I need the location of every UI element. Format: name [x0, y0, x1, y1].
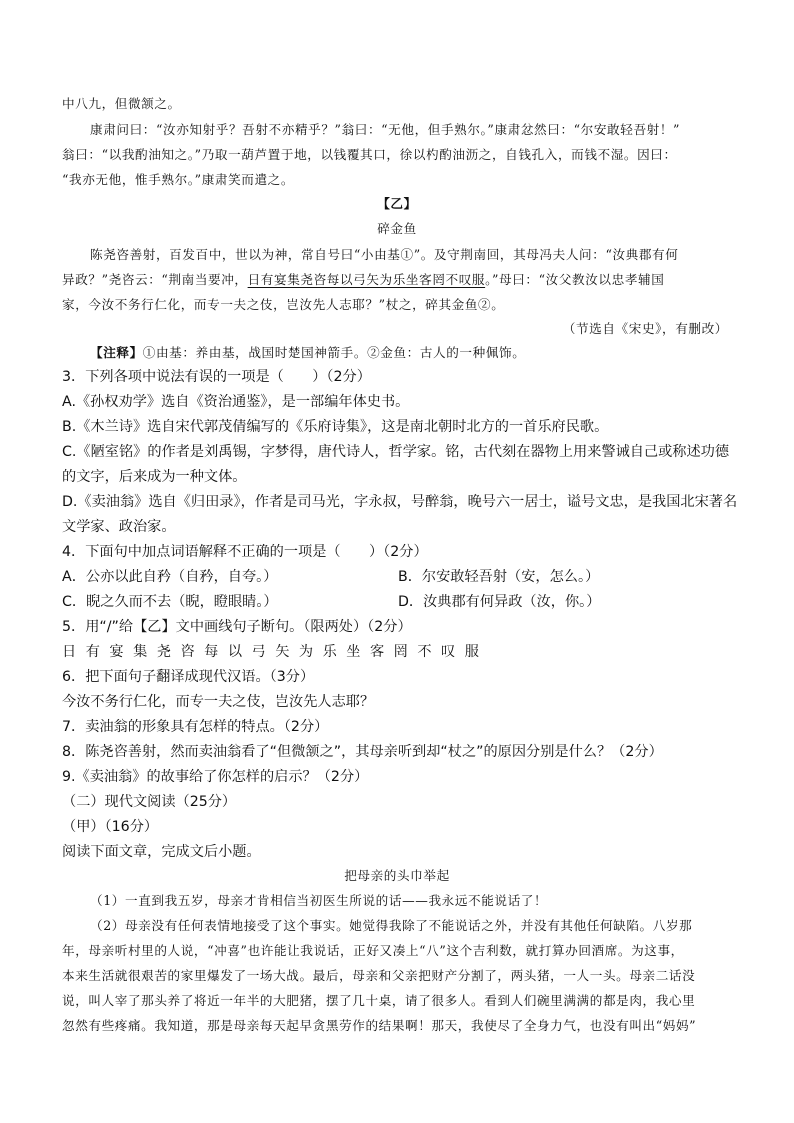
question-3-option-d: D.《卖油翁》选自《归田录》，作者是司马光，字永叔，号醉翁，晚号六一居士，谥号文忠，是我国北宋著名: [62, 494, 738, 510]
passage-title: 碎金鱼: [377, 221, 417, 236]
question-3-option-d-cont: 文学家、政治家。: [62, 519, 176, 535]
article-line: 说，叫人宰了那头养了将近一年半的大肥猪，摆了几十桌，请了很多人。看到人们碗里满满的都是肉，我心里: [62, 993, 696, 1008]
question-9: 9.《卖油翁》的故事给了你怎样的启示？（2分）: [62, 769, 369, 785]
question-4-option-c: C．睨之久而不去（睨，瞪眼睛。）: [62, 594, 278, 610]
question-7: 7．卖油翁的形象具有怎样的特点。（2分）: [62, 719, 329, 735]
passage-line: 中八九，但微颔之。: [62, 96, 181, 111]
question-3-option-c: C.《陋室铭》的作者是刘禹锡，字梦得，唐代诗人，哲学家。铭，古代刻在器物上用来警诫自己或称述功德: [62, 444, 730, 460]
question-4-option-d: D．汝典郡有何异政（汝，你。）: [398, 594, 601, 610]
section-heading: （二）现代文阅读（25分）: [62, 794, 237, 810]
passage-text: 异政？”尧咨云：“荆南当要冲，: [62, 272, 248, 287]
subsection-heading: （甲）（16分）: [62, 819, 159, 835]
question-6-sentence: 今汝不务行仁化，而专一夫之伎，岂汝先人志耶？: [62, 694, 375, 710]
passage-text: 。”母曰：“汝父教汝以忠孝辅国: [485, 272, 665, 287]
passage-line: 康肃问曰：“汝亦知射乎？吾射不亦精乎？”翁曰：“无他，但手熟尔。”康肃忿然曰：“尔安敢轻吾射！”: [90, 122, 681, 137]
article-paragraph: （1）一直到我五岁，母亲才肯相信当初医生所说的话——我永远不能说话了！: [90, 893, 548, 908]
question-8: 8．陈尧咨善射，然而卖油翁看了“但微颔之”，其母亲听到却“杖之”的原因分别是什么？（2分）: [62, 744, 663, 760]
passage-line: 陈尧咨善射，百发百中，世以为神，常自号曰“小由基①”。及守荆南回，其母冯夫人问：“汝典郡有何: [90, 247, 679, 262]
underlined-sentence: 日有宴集尧咨每以弓矢为乐坐客罔不叹服: [247, 272, 486, 287]
reading-instruction: 阅读下面文章，完成文后小题。: [62, 844, 261, 860]
question-4-option-b: B．尔安敢轻吾射（安，怎么。）: [398, 569, 600, 585]
article-paragraph: （2）母亲没有任何表情地接受了这个事实。她觉得我除了不能说话之外，并没有其他任何缺陷。八岁那: [90, 918, 693, 933]
annotation: [90, 342, 525, 361]
question-3-stem: 3．下列各项中说法有误的一项是（ ）（2分）: [62, 369, 371, 385]
passage-label: 【乙】: [377, 196, 417, 211]
annotation-label: 【注释】: [90, 345, 143, 360]
article-line: 忽然有些疼痛。我知道，那是母亲每天起早贪黑劳作的结果啊！那天，我使尽了全身力气，也没有叫出“妈妈”: [62, 1018, 697, 1033]
passage-line: [62, 269, 664, 288]
question-3-option-a: A.《孙权劝学》选自《资治通鉴》，是一部编年体史书。: [62, 394, 410, 410]
annotation-text: ①由基：养由基，战国时楚国神箭手。②金鱼：古人的一种佩饰。: [142, 345, 526, 360]
question-4-option-a: A．公亦以此自矜（自矜，自夸。）: [62, 569, 278, 585]
question-4-stem: 4．下面句中加点词语解释不正确的一项是（ ）（2分）: [62, 544, 428, 560]
article-line: 本来生活就很艰苦的家里爆发了一场大战。最后，母亲和父亲把财产分割了，两头猪，一人一头。母亲二话没: [62, 968, 696, 983]
question-5-sentence: 日有宴集尧咨每以弓矢为乐坐客罔不叹服: [62, 644, 489, 660]
question-3-option-c-cont: 的文字，后来成为一种文体。: [62, 469, 247, 485]
passage-line: 翁曰：“以我酌油知之。”乃取一葫芦置于地，以钱覆其口，徐以杓酌油沥之，自钱孔入，而钱不湿。因曰：: [62, 147, 677, 162]
article-line: 年，母亲听村里的人说，“冲喜”也许能让我说话，正好又凑上“八”这个吉利数，就打算办回酒席。为这事，: [62, 943, 684, 958]
passage-line: 家，今汝不务行仁化，而专一夫之伎，岂汝先人志耶？”杖之，碎其金鱼②。: [62, 297, 505, 312]
question-3-option-b: B.《木兰诗》选自宋代郭茂倩编写的《乐府诗集》，这是南北朝时北方的一首乐府民歌。: [62, 419, 609, 435]
question-6-stem: 6．把下面句子翻译成现代汉语。（3分）: [62, 669, 315, 685]
article-title: 把母亲的头巾举起: [344, 868, 450, 883]
passage-source: （节选自《宋史》，有删改）: [562, 321, 728, 336]
question-5-stem: 5．用“/”给【乙】文中画线句子断句。（限两处）（2分）: [62, 619, 412, 635]
passage-line: “我亦无他，惟手熟尔。”康肃笑而遣之。: [62, 172, 295, 187]
